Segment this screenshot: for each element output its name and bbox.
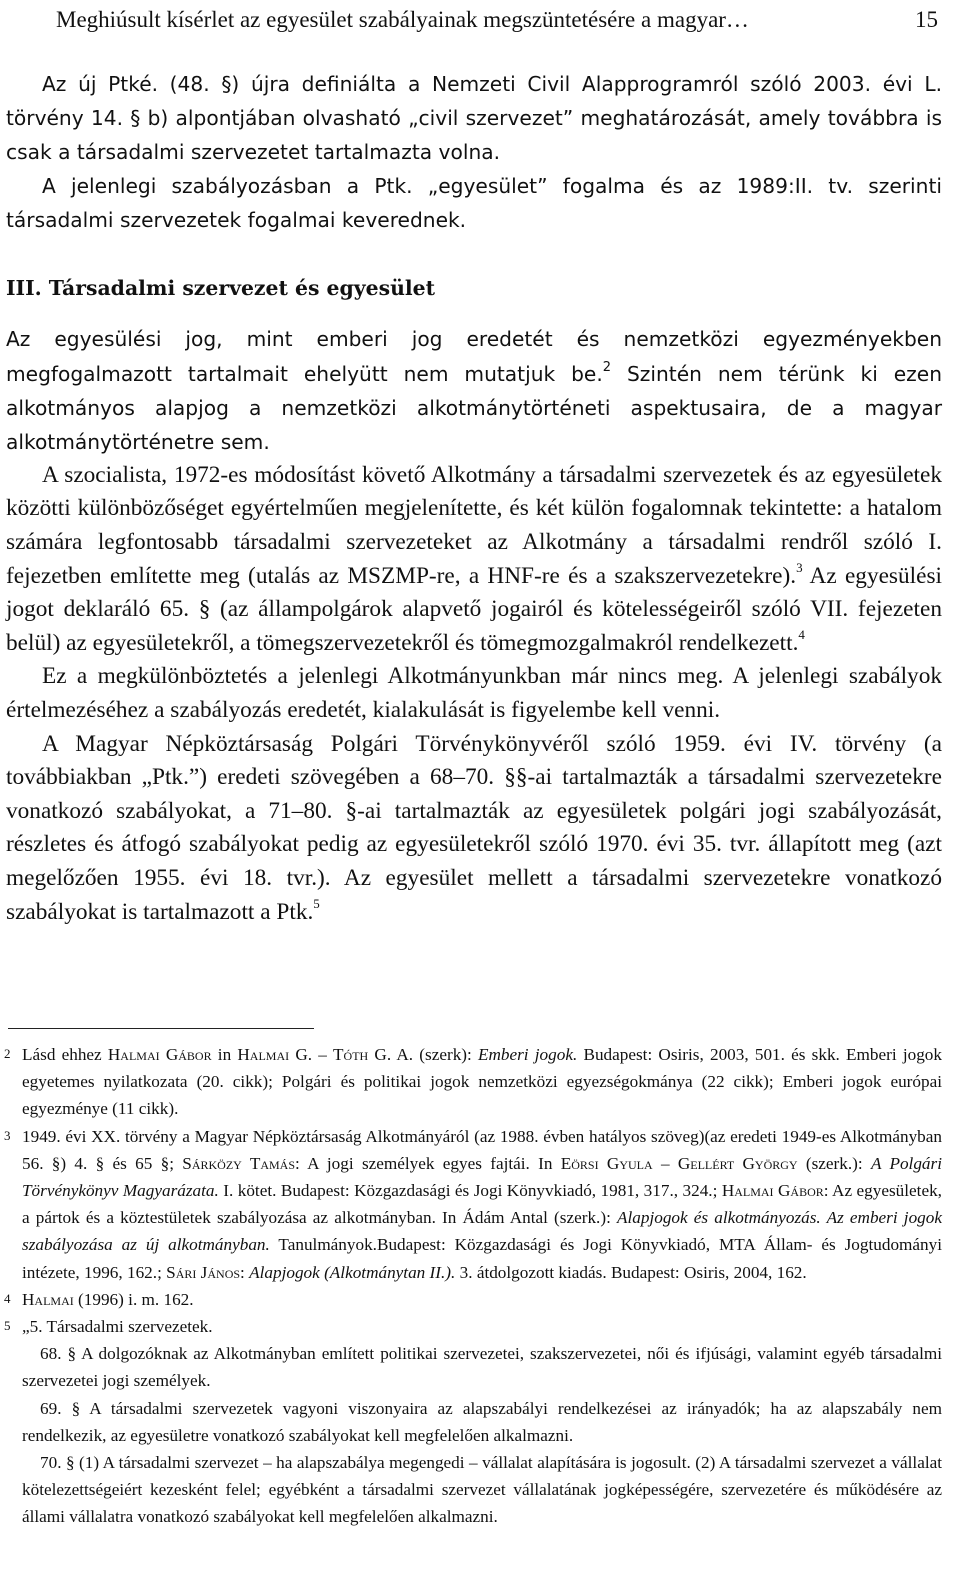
author-name: Tóth <box>333 1045 369 1064</box>
footnote-number: 2 <box>4 1046 11 1061</box>
author-name: Sárközy Tamás <box>182 1153 296 1173</box>
footnote-number: 3 <box>4 1127 11 1143</box>
footnote-ref-5[interactable]: 5 <box>313 895 320 911</box>
footnote-4: 4 Halmai (1996) i. m. 162. <box>4 1286 942 1313</box>
footnote-number: 4 <box>4 1290 11 1306</box>
footnotes <box>4 1041 942 1531</box>
paragraph-5: Ez a megkülönböztetés a jelenlegi Alkotmányunkban már nincs meg. A jelenlegi szabályok értelmezéséhez a szabályozás eredetét, kialakulását is figyelembe kell venni. <box>6 663 942 723</box>
paragraph-3: Az egyesülési jog, mint emberi jog eredetét és nemzetközi egyezményekben megfogalmazott tartalmait ehelyütt nem mutatjuk be.$^2$ Szintén nem térünk ki ezen alkotmányos alapjog a nemzetközi alkotmánytörténeti aspektusaira, de a magyar alkotmánytörténetre sem. <box>6 327 942 454</box>
footnote-3: 3 1949. évi XX. törvény a Magyar Népköztársaság Alkotmányáról (az 1988. évben hatályos szöveg)(az eredeti 1949-es Alkotmányban 56. §) 4. § és 65 §; Sárközy Tamás: A jogi személyek egyes fajtái. In Eörsi Gyula – Gellért György (szerk.): A Polgári Törvénykönyv Magyarázata. I. kötet. Budapest: Közgazdasági és Jogi Könyvkiadó, 1981, 317., 324.; Halmai Gábor: Az egyesületek, a pártok és a köztestületek szabályozása az alkotmányban. In Ádám Antal (szerk.): Alapjogok és alkotmányozás. Az emberi jogok szabályozása az új alkotmányban. Tanulmányok.Budapest: Közgazdasági és Jogi Könyvkiadó, MTA Állam- és Jogtudományi intézete, 1996, 162.; Sári János: Alapjogok (Alkotmánytan II.). 3. átdolgozott kiadás. Budapest: Osiris, 2004, 162. <box>4 1123 942 1286</box>
work-title: Alapjogok és alkotmányozás. Az emberi jogok szabályozása az új alkotmányban. <box>22 1208 942 1255</box>
quoted-section-69: 69. § A társadalmi szervezetek vagyoni viszonyaira az alapszabályi rendelkezései az irányadók; ha az alapszabály nem rendelkezik, az egyesületre vonatkozó szabályokat kell megfelelően alkalmazni. <box>22 1398 942 1445</box>
paragraph-1: Az új Ptké. (48. §) újra definiálta a Nemzeti Civil Alapprogramról szóló 2003. évi L. törvény 14. § b) alpontjában olvasható „civil szervezet” meghatározását, amely továbbra is csak a társadalmi szervezetet tartalmazta volna. <box>6 72 942 165</box>
author-name: Halmai Gábor <box>721 1181 824 1201</box>
footnote-ref-3[interactable]: 3 <box>796 559 803 575</box>
work-title: Emberi jogok. <box>477 1045 578 1064</box>
paragraph-2: A jelenlegi szabályozásban a Ptk. „egyesület” fogalma és az 1989:II. tv. szerinti társadalmi szervezetek fogalmai keverednek. <box>6 174 942 233</box>
author-name: Eörsi Gyula – Gellért György <box>560 1153 798 1173</box>
work-title: Alapjogok (Alkotmánytan II.). <box>249 1262 456 1282</box>
work-title: A Polgári Törvénykönyv Magyarázata. <box>22 1153 942 1201</box>
author-name: Halmai <box>237 1045 290 1064</box>
section-heading: III. Társadalmi szervezet és egyesület <box>6 276 436 301</box>
author-name: Halmai <box>22 1289 74 1309</box>
footnote-separator <box>8 1028 314 1029</box>
footnote-ref-4[interactable]: 4 <box>798 627 805 643</box>
paragraph-4: A szocialista, 1972-es módosítást követő Alkotmány a társadalmi szervezetek és az egyesületek közötti különbözőséget egyértelműen megjelenítette, és két külön fogalomnak tekintette: a hatalom számára legfontosabb társadalmi szervezeteket az Alkotmány a társadalmi rendről szóló I. fejezetben említette meg (utalás az MSZMP-re, a HNF-re és a szakszervezetekre).$^3$ Az egyesülési jogot deklaráló 65. § (az állampolgárok alapvető jogairól és kötelességeiről szóló VII. fejezeten belül) az egyesületekről, a tömegszervezetekről és tömegmozgalmakról rendelkezett.$^4$ <box>6 461 942 656</box>
paragraph-6: A Magyar Népköztársaság Polgári Törvénykönyvéről szóló 1959. évi IV. törvény (a továbbiakban „Ptk.”) eredeti szövegében a 68–70. §§-ai tartalmazták a társadalmi szervezetekre vonatkozó szabályokat, a 71–80. §-ai tartalmazták az egyesületek polgári jogi szabályozását, részletes és átfogó szabályokat pedig az egyesületekről szóló 1970. évi 35. tvr. állapított meg (azt megelőzően 1955. évi 18. tvr.). Az egyesület mellett a társadalmi szervezetekre vonatkozó szabályokat is tartalmazott a Ptk.$^5$ <box>6 730 942 925</box>
main-text <box>6 67 942 929</box>
footnote-number: 5 <box>4 1318 11 1334</box>
running-title: Meghiúsult kísérlet az egyesület szabályainak megszüntetésére a magyar… <box>56 7 749 32</box>
quoted-section-70: 70. § (1) A társadalmi szervezet – ha alapszabálya megengedi – vállalat alapítására is jogosult. (2) A társadalmi szervezet a vállalat kötelezettségeiért kezesként felel; egyébként a társadalmi szervezet vállalatának jogképességére, szervezetére és működésére az állami vállalatra vonatkozó szabályokat kell megfelelően alkalmazni. <box>22 1453 942 1527</box>
running-header <box>28 0 942 40</box>
author-name: Sári János <box>166 1262 241 1282</box>
quoted-section-68: 68. § A dolgozóknak az Alkotmányban említett politikai szervezetei, szakszervezetei, női és ifjúsági, valamint egyéb társadalmi szervezetei jogi személyek. <box>22 1344 942 1391</box>
footnote-2: 2 Lásd ehhez Halmai Gábor in Halmai G. – Tóth G. A. (szerk): Emberi jogok. Budapest: Osiris, 2003, 501. és skk. Emberi jogok egyetemes nyilatkozata (20. cikk); Polgári és politikai jogok nemzetközi egyezségokmánya (22 cikk); Emberi jogok európai egyezménye (11 cikk). <box>4 1041 942 1123</box>
quoted-heading: „5. Társadalmi szervezetek. <box>22 1317 213 1337</box>
footnote-ref-2[interactable]: 2 <box>602 359 612 375</box>
page-number: 15 <box>915 7 938 32</box>
author-name: Halmai Gábor <box>107 1045 212 1064</box>
footnote-5 <box>4 1313 942 1531</box>
